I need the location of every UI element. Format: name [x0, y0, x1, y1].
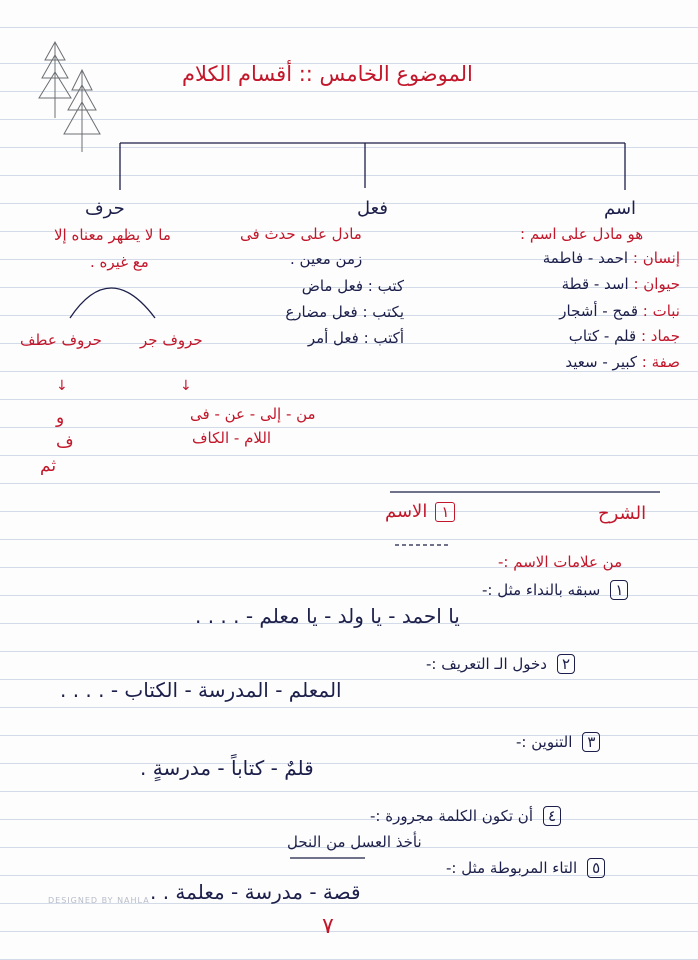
fil-item-kind: فعل ماض: [301, 277, 363, 295]
fil-item: أكتب : فعل أمر: [307, 329, 404, 347]
sign-heading: [482, 580, 628, 600]
fil-definition-line-1: مادل على حدث فى: [240, 225, 362, 243]
ism-item-label: حيوان: [643, 275, 680, 293]
ism-item-examples: احمد - فاطمة: [542, 249, 629, 267]
fil-item-word: كتب: [377, 277, 404, 295]
harf-definition-line-1: ما لا يظهر معناه إلا: [54, 226, 171, 244]
branch-fil-heading: فعل: [357, 198, 388, 219]
arrow-down-icon: ↓: [180, 378, 192, 394]
branch-ism-heading: اسم: [604, 198, 637, 219]
sign-number: ١: [610, 580, 628, 600]
fil-item: كتب : فعل ماض: [301, 277, 404, 295]
sign-number: ٤: [543, 806, 561, 826]
signs-intro: من علامات الاسم :-: [498, 553, 623, 571]
sign-number: ٢: [557, 654, 575, 674]
ism-item-label: نبات: [652, 302, 680, 320]
fil-item-kind: فعل أمر: [307, 329, 359, 347]
designer-watermark: DESIGNED BY NAHLA: [48, 896, 150, 905]
sign-example: المعلم - المدرسة - الكتاب - . . . .: [60, 678, 342, 702]
harf-atf-example: ف: [56, 432, 74, 452]
sign-text: التنوين :-: [516, 733, 573, 751]
sign-number: ٥: [587, 858, 605, 878]
fil-item: يكتب : فعل مضارع: [285, 303, 404, 321]
ism-definition: هو مادل على اسم :: [520, 225, 644, 243]
harf-jar-label: حروف جر: [140, 331, 203, 349]
sign-heading: [446, 858, 605, 878]
page-title: الموضوع الخامس :: أقسام الكلام: [182, 62, 473, 86]
ism-item: نبات : قمح - أشجار: [559, 302, 680, 320]
ism-item-examples: كبير - سعيد: [565, 353, 638, 371]
ism-item-label: إنسان: [642, 249, 680, 267]
ism-item: حيوان : اسد - قطة: [561, 275, 680, 293]
fil-item-kind: فعل مضارع: [285, 303, 358, 321]
harf-jar-examples-line-1: من - إلى - عن - فى: [190, 405, 316, 423]
sign-heading: [370, 806, 561, 826]
sign-text: التاء المربوطة مثل :-: [446, 859, 578, 877]
sign-number: ٣: [582, 732, 600, 752]
arrow-down-icon: ↓: [56, 378, 68, 394]
ism-item-examples: قلم - كتاب: [568, 327, 637, 345]
ism-item: صفة : كبير - سعيد: [565, 353, 680, 371]
explanation-label: الشرح: [598, 503, 647, 524]
branch-harf-heading: حرف: [85, 198, 125, 219]
fil-definition-line-2: زمن معين .: [290, 250, 363, 268]
harf-atf-example: و: [56, 408, 65, 428]
sign-example: نأخذ العسل من النحل: [287, 833, 422, 851]
section-heading: [385, 502, 455, 522]
ism-item: إنسان : احمد - فاطمة: [542, 249, 680, 267]
page-number: ٧: [322, 914, 334, 939]
section-number: ١: [435, 502, 455, 522]
ism-item-examples: اسد - قطة: [561, 275, 629, 293]
sign-example: يا احمد - يا ولد - يا معلم - . . . .: [195, 604, 460, 628]
fil-item-word: يكتب: [372, 303, 404, 321]
fil-item-word: أكتب: [373, 329, 404, 347]
sign-example: قصة - مدرسة - معلمة . .: [150, 880, 361, 904]
harf-jar-examples-line-2: اللام - الكاف: [192, 429, 272, 447]
sign-heading: [426, 654, 575, 674]
pine-tree-icon: [39, 42, 100, 152]
sign-text: أن تكون الكلمة مجرورة :-: [370, 807, 533, 825]
harf-atf-example: ثم: [40, 456, 57, 476]
section-title: الاسم: [385, 501, 428, 522]
sign-text: سبقه بالنداء مثل :-: [482, 581, 601, 599]
sign-text: دخول الـ التعريف :-: [426, 655, 547, 673]
harf-definition-line-2: مع غيره .: [90, 253, 149, 271]
sign-heading: [516, 732, 600, 752]
ism-item-label: جماد: [650, 327, 680, 345]
harf-atf-label: حروف عطف: [20, 331, 102, 349]
ism-item-examples: قمح - أشجار: [559, 302, 638, 320]
sign-example: قلمٌ - كتاباً - مدرسةٍ .: [140, 756, 314, 780]
ism-item: جماد : قلم - كتاب: [568, 327, 680, 345]
ism-item-label: صفة: [651, 353, 680, 371]
